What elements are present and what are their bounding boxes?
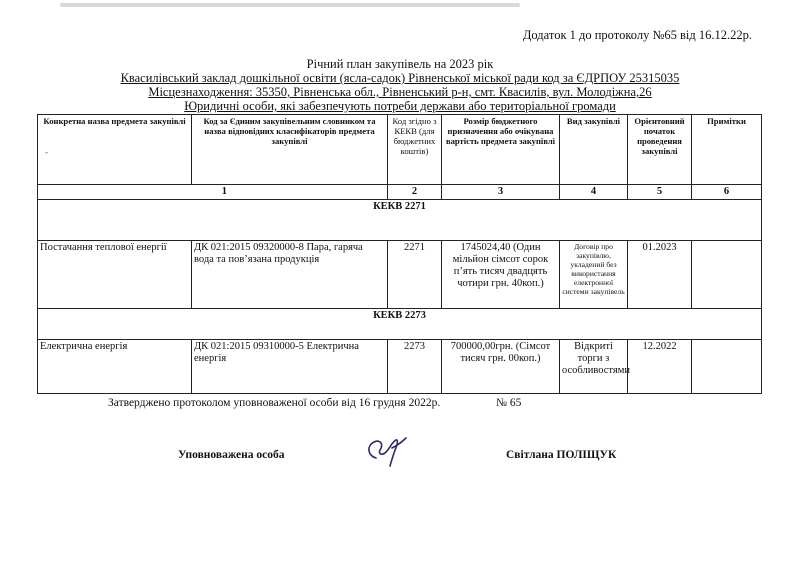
column-header: Код згідно з КЕКВ (для бюджетних коштів)	[388, 115, 442, 185]
item-procurement-type: Відкриті торги з особливостями	[560, 340, 628, 394]
item-code: ДК 021:2015 09310000-5 Електрична енергія	[192, 340, 388, 394]
signer-name: Світлана ПОЛІЩУК	[506, 449, 617, 461]
column-header: Вид закупівлі	[560, 115, 628, 185]
table-row	[38, 340, 762, 394]
organization-address: Місцезнаходження: 35350, Рівненська обл., Рівненський р-н, смт. Квасилів, вул. Молодіжна,26	[148, 85, 652, 99]
document-title: Річний план закупівель на 2023 рік	[306, 57, 494, 71]
approval-line	[108, 397, 522, 409]
column-number: 4	[560, 185, 628, 200]
item-name: Постачання теплової енергії	[38, 241, 192, 309]
kekv-section-title: КЕКВ 2273	[38, 309, 762, 340]
column-number: 2	[388, 185, 442, 200]
item-code: ДК 021:2015 09320000-8 Пара, гаряча вода та пов’язана продукція	[192, 241, 388, 309]
column-numbers-row	[38, 185, 762, 200]
signer-role: Уповноважена особа	[178, 449, 285, 461]
kekv-section-title: КЕКВ 2271	[38, 200, 762, 241]
scan-mark: -	[45, 147, 48, 157]
document-header	[40, 57, 760, 113]
item-name: Електрична енергія	[38, 340, 192, 394]
item-notes	[692, 241, 762, 309]
procurement-table	[37, 114, 762, 394]
item-amount: 700000,00грн. (Сімсот тисяч грн. 00коп.)	[442, 340, 560, 394]
item-start-date: 01.2023	[628, 241, 692, 309]
approval-text: Затверджено протоколом уповноваженої особи від 16 грудня 2022р.	[108, 397, 441, 409]
handwritten-signature	[362, 432, 412, 473]
protocol-number: № 65	[496, 397, 522, 409]
table-header-row	[38, 115, 762, 185]
scan-artifact	[60, 3, 520, 7]
column-number: 3	[442, 185, 560, 200]
column-header: Примітки	[692, 115, 762, 185]
table-row	[38, 241, 762, 309]
column-header: Конкретна назва предмета закупівлі	[38, 115, 192, 185]
section-header-row	[38, 309, 762, 340]
item-notes	[692, 340, 762, 394]
organization-name: Квасилівський заклад дошкільної освіти (ясла-садок) Рівненської міської ради код за ЄДРПОУ 25315035	[120, 71, 680, 85]
item-start-date: 12.2022	[628, 340, 692, 394]
column-number: 5	[628, 185, 692, 200]
section-header-row	[38, 200, 762, 241]
column-header: Орієнтовний початок проведення закупівлі	[628, 115, 692, 185]
annex-reference: Додаток 1 до протоколу №65 від 16.12.22р.	[522, 28, 752, 42]
column-number: 1	[38, 185, 388, 200]
column-header: Розмір бюджетного призначення або очікувана вартість предмета закупівлі	[442, 115, 560, 185]
item-procurement-type: Договір про закупівлю, укладений без використання електронної системи закупівель	[560, 241, 628, 309]
entity-type: Юридичні особи, які забезпечують потреби держави або територіальної громади	[184, 99, 616, 113]
item-kekv: 2271	[388, 241, 442, 309]
item-kekv: 2273	[388, 340, 442, 394]
item-amount: 1745024,40 (Один мільйон сімсот сорок п’ять тисяч двадцять чотири грн. 40коп.)	[442, 241, 560, 309]
column-header: Код за Єдиним закупівельним словником та назва відповідних класифікаторів предмета закупівлі	[192, 115, 388, 185]
column-number: 6	[692, 185, 762, 200]
